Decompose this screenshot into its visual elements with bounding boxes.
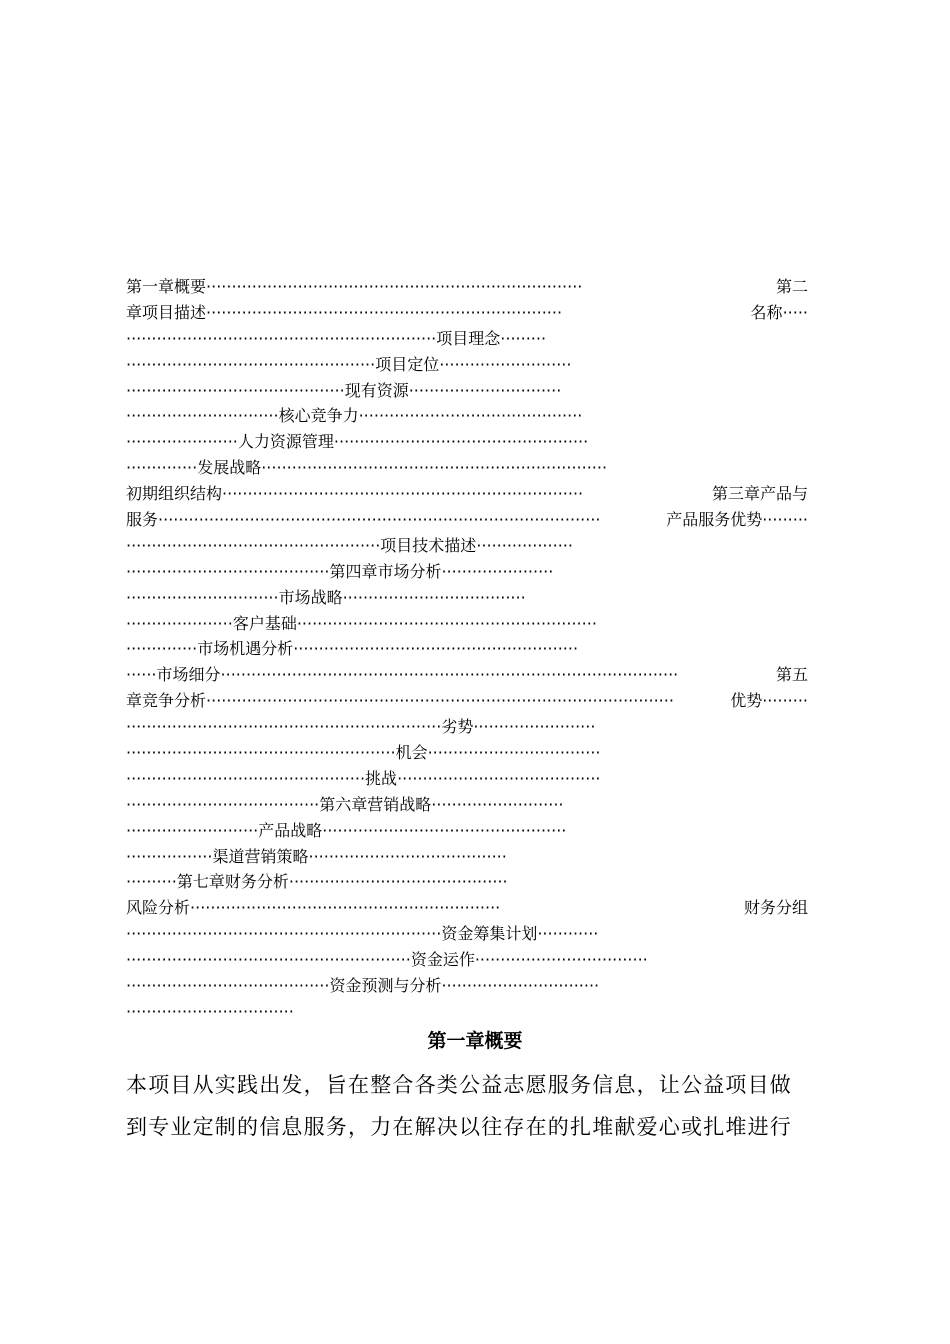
toc-entry-text: 机会 [395,743,428,763]
toc-entry-text: 核心竞争力 [278,406,359,426]
toc-leader-dots: ····················· [126,613,233,633]
toc-line [126,869,808,895]
toc-leader-dots: ······························ [408,380,562,400]
toc-leader-dots: ······················ [441,561,554,581]
toc-leader-dots: ··············································· [126,768,366,788]
toc-entry-text: 发展战略 [197,458,262,478]
toc-line [126,533,808,559]
toc-line [126,792,808,818]
toc-leader-dots: ·················································· [333,432,589,452]
toc-leader-dots: ··················· [476,535,573,555]
toc-leader-dots: ·············· [126,458,198,478]
toc-entry-text: 市场机遇分析 [197,639,294,659]
toc-entry-text: 第四章市场分析 [329,561,442,581]
toc-leader-dots: ············································ [358,406,583,426]
toc-leader-dots: ································· [126,1001,294,1021]
toc-leader-dots: ······························· [441,976,600,996]
toc-line [126,999,808,1025]
toc-line [126,895,808,921]
toc-entry-right: 第五 [776,662,808,688]
toc-line [126,429,808,455]
toc-entry-right-text: 名称 [750,302,783,322]
toc-leader-dots: ················· [126,846,213,866]
toc-leader-dots: ·········· [126,872,177,892]
toc-entry-text: 挑战 [365,768,398,788]
toc-line [126,947,808,973]
toc-entry-text: 项目技术描述 [380,535,477,555]
toc-entry-text: 资金预测与分析 [329,976,442,996]
toc-leader-dots: ·········································································· [206,277,583,296]
toc-entry-text: 人力资源管理 [237,432,334,452]
toc-leader-dots: ···································································· [261,458,608,478]
toc-leader-dots: ·············· [126,639,198,659]
toc-leader-dots: ···························································································· [206,691,674,711]
toc-leader-dots: ························································ [293,639,579,659]
toc-leader-dots: ··········································· [126,380,345,400]
toc-line [126,300,808,326]
toc-line [126,844,808,870]
toc-leader-dots: ····················································· [126,743,396,763]
paragraph-line: 本项目从实践出发，旨在整合各类公益志愿服务信息，让公益项目做 [126,1073,792,1097]
toc-entry-text: 渠道营销策略 [212,846,309,866]
toc-leader-dots: ······························ [126,587,279,607]
toc-line [126,481,808,507]
toc-line [126,352,808,378]
toc-entry-text: 市场战略 [278,587,343,607]
toc-line [126,611,808,637]
toc-line [126,714,808,740]
toc-line [126,378,808,404]
toc-entry-text: 第一章概要 [126,277,207,296]
toc-leader-dots: ···································· [342,587,526,607]
toc-line [126,559,808,585]
toc-line [126,274,808,300]
toc-leader-dots: ······························ [126,406,279,426]
toc-line [126,921,808,947]
toc-entry-right-text: 优势 [730,691,763,711]
toc-entry-text: 初期组织结构 [126,484,223,504]
toc-entry-right: 第三章产品与 [712,481,808,507]
toc-line [126,818,808,844]
toc-leader-dots: ······················ [126,432,238,452]
toc-entry-text: 资金运作 [410,950,475,970]
toc-line [126,688,808,714]
toc-leader-dots: ······ [126,665,157,685]
toc-leader-dots: ······································· [308,846,507,866]
toc-leader-dots: ·························· [439,354,572,374]
toc-line [126,973,808,999]
toc-entry-text: 第七章财务分析 [176,872,289,892]
chapter-title: 第一章概要 [427,1030,523,1052]
toc-entry-text: 项目理念 [436,328,501,348]
toc-leader-dots: ········································ [126,561,330,581]
toc-entry-text: 客户基础 [232,613,297,633]
toc-line [126,403,808,429]
toc-entry-text: 服务 [126,510,159,530]
toc-entry-right: 第二 [776,274,808,300]
toc-leader-dots: ························ [473,717,596,737]
toc-leader-dots: ····························································· [126,328,437,348]
toc-line [126,326,808,352]
toc-leader-dots: ········································ [126,976,330,996]
toc-leader-dots: ··········································· [288,872,508,892]
toc-entry-text: 章项目描述 [126,302,207,322]
toc-leader-dots: ·································· [474,950,648,970]
toc-entry-text: 市场细分 [156,665,221,685]
toc-leader-dots: ·························· [126,820,259,840]
toc-entry-text: 劣势 [441,717,474,737]
toc-leader-dots: ········································ [397,768,601,788]
toc-line [126,455,808,481]
toc-line [126,662,808,688]
table-of-contents [126,274,808,1025]
toc-leader-dots: ············ [537,924,599,944]
toc-entry-text: 第六章营销战略 [319,794,432,814]
toc-leader-dots: ······························································ [126,717,442,737]
toc-entry-right: 优势········· [730,688,808,714]
toc-leader-dots: ········· [500,328,547,348]
toc-leader-dots: ························································ [126,950,411,970]
toc-entry-text: 资金筹集计划 [441,924,538,944]
toc-entry-text: 产品战略 [258,820,323,840]
toc-entry-text: 风险分析 [126,898,191,918]
toc-line [126,766,808,792]
toc-line [126,585,808,611]
toc-entry-right: 名称····· [751,300,808,326]
toc-leader-dots: ·························· [431,794,564,814]
toc-leader-dots: ··························································· [296,613,597,633]
paragraph-line: 到专业定制的信息服务，力在解决以往存在的扎堆献爱心或扎堆进行 [126,1115,792,1139]
toc-entry-text: 现有资源 [344,380,409,400]
toc-leader-dots: ······························································ [126,924,442,944]
toc-leader-dots: ····························································· [190,898,501,918]
toc-leader-dots: ······································································ [206,302,563,322]
toc-leader-dots: ·························································································· [220,665,679,685]
toc-line [126,636,808,662]
toc-line [126,740,808,766]
toc-leader-dots: ·································· [427,743,601,763]
toc-entry-text: 章竞争分析 [126,691,207,711]
toc-leader-dots: ················································ [322,820,567,840]
toc-leader-dots: ·················································· [126,535,381,555]
toc-entry-right: 财务分组 [744,895,808,921]
toc-leader-dots: ······································································· [222,484,584,504]
toc-leader-dots: ······················································································· [158,510,601,530]
toc-entry-text: 项目定位 [375,354,440,374]
toc-entry-right: 产品服务优势········· [666,507,808,533]
toc-leader-dots: ······································ [126,794,320,814]
toc-entry-right-text: 产品服务优势 [666,510,763,530]
toc-leader-dots: ················································· [126,354,376,374]
toc-line [126,507,808,533]
